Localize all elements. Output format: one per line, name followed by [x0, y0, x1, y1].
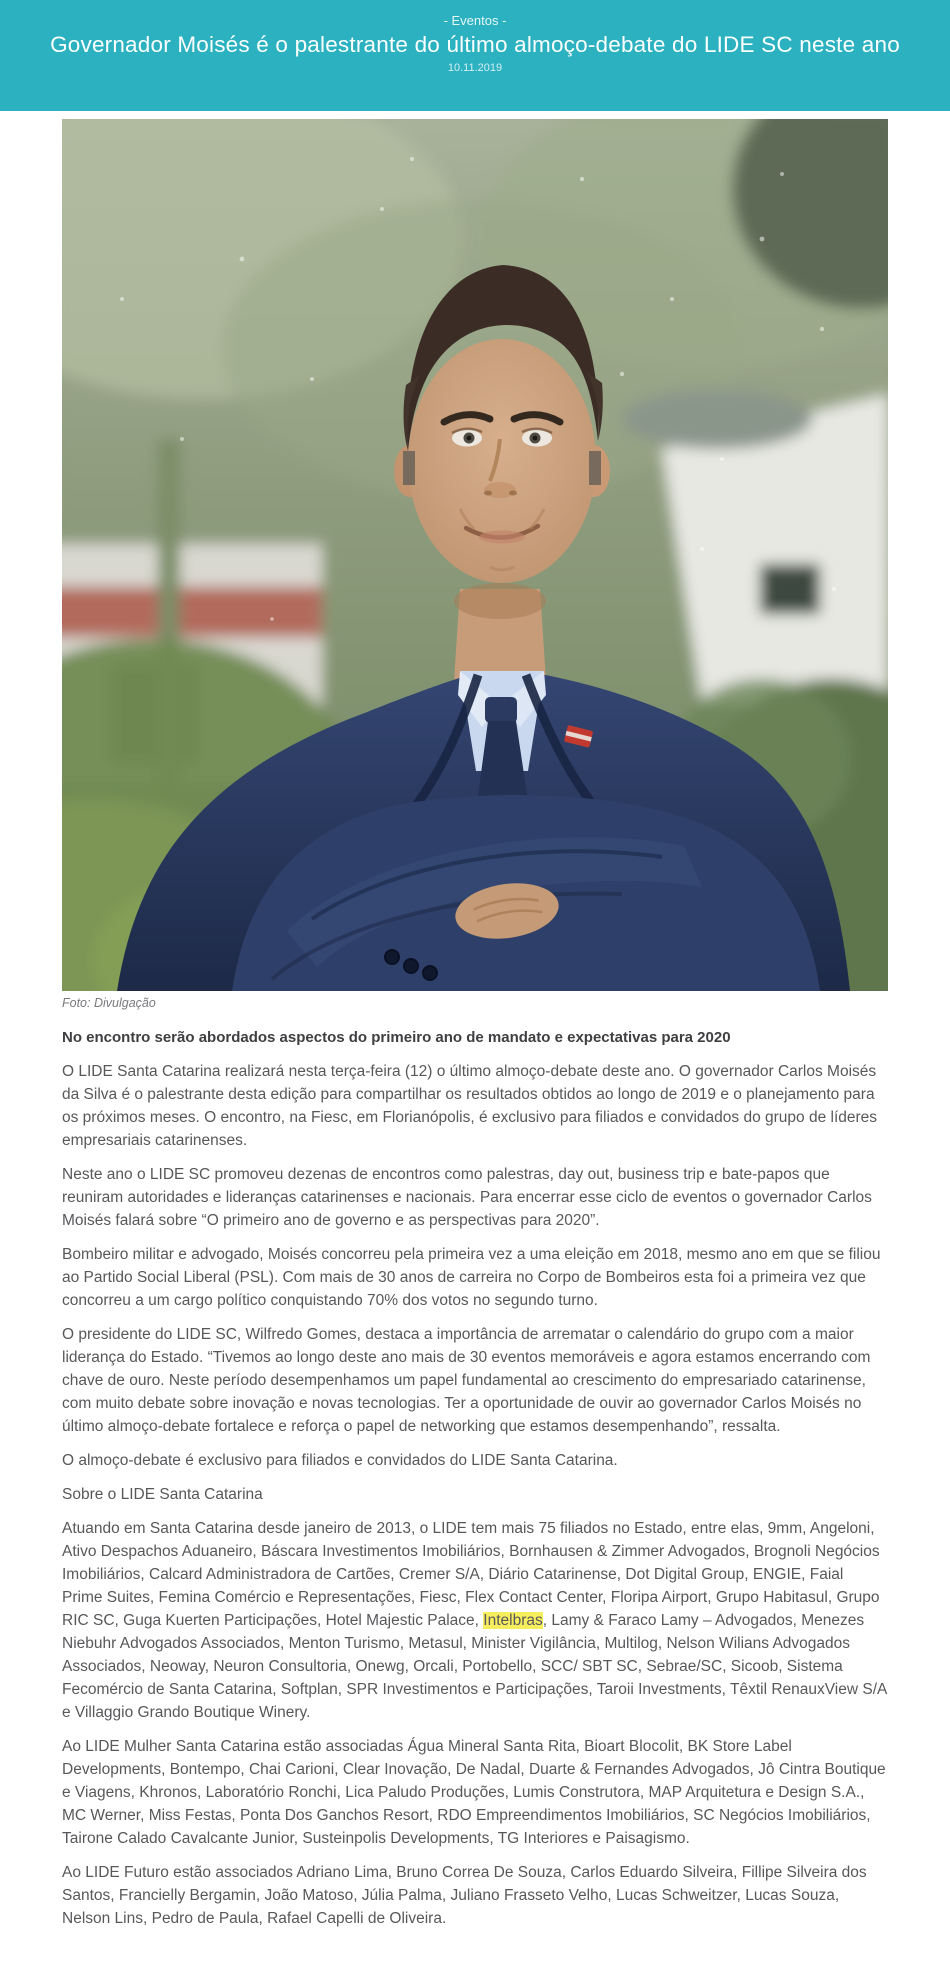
paragraph-text: Atuando em Santa Catarina desde janeiro de 2013, o LIDE tem mais 75 filiados no Estado, entre elas, 9mm, Angeloni, Ativo Despachos Aduaneiro, Báscara Investimentos Imobiliários, Bornhausen & Zimmer Advogados, Brognoli Negócios Imobiliários, Calcard Administradora de Cartões, Cremer S/A, Diário Catarinense, Dot Digital Group, ENGIE, Faial Prime Suites, Femina Comércio e Representações, Fiesc, Flex Contact Center, Floripa Airport, Grupo Habitasul, Grupo RIC SC, Guga Kuerten Participações, Hotel Majestic Palace,: [62, 1520, 880, 1629]
hero-banner: [0, 0, 950, 111]
paragraph-text: Ao LIDE Futuro estão associados Adriano Lima, Bruno Correa De Souza, Carlos Eduardo Silveira, Fillipe Silveira dos Santos, Francielly Bergamin, João Matoso, Júlia Palma, Juliano Frasseto Velho, Lucas Schweitzer, Lucas Souza, Nelson Lins, Pedro de Paula, Rafael Capelli de Oliveira.: [62, 1864, 867, 1927]
paragraph-text: O almoço-debate é exclusivo para filiados e convidados do LIDE Santa Catarina.: [62, 1452, 618, 1469]
paragraph-text: O presidente do LIDE SC, Wilfredo Gomes, destaca a importância de arrematar o calendário do grupo com a maior liderança do Estado. “Tivemos ao longo deste ano mais de 30 eventos memoráveis e agora estamos encerrando com chave de ouro. Neste período desempenhamos um papel fundamental ao crescimento do empresariado catarinense, com muito debate sobre inovação e novas tecnologias. Ter a oportunidade de ouvir ao governador Carlos Moisés no último almoço-debate fortalece e reforça o papel de networking que estamos desempenhando”, ressalta.: [62, 1326, 871, 1435]
article-paragraph: [62, 1243, 888, 1312]
article-paragraph: [62, 1517, 888, 1724]
hero-date: 10.11.2019: [447, 62, 503, 74]
paragraph-text: Neste ano o LIDE SC promoveu dezenas de encontros como palestras, day out, business trip e bate-papos que reuniram autoridades e lideranças catarinenses e nacionais. Para encerrar esse ciclo de eventos o governador Carlos Moisés falará sobre “O primeiro ano de governo e as perspectivas para 2020”.: [62, 1166, 872, 1229]
portrait-photo-illustration: [62, 119, 888, 991]
paragraph-text: Sobre o LIDE Santa Catarina: [62, 1486, 263, 1503]
article-paragraph: [62, 1735, 888, 1850]
paragraph-text: Ao LIDE Mulher Santa Catarina estão associadas Água Mineral Santa Rita, Bioart Blocolit, BK Store Label Developments, Bontempo, Chai Carioni, Clear Inovação, De Nadal, Duarte & Fernandes Advogados, Jô Cintra Boutique e Viagens, Khronos, Laboratório Ronchi, Lica Paludo Produções, Lumis Construtora, MAP Arquitetura e Design S.A., MC Werner, Miss Festas, Ponta Dos Ganchos Resort, RDO Empreendimentos Imobiliários, SC Negócios Imobiliários, Tairone Calado Cavalcante Junior, Susteinpolis Developments, TG Interiores e Paisagismo.: [62, 1738, 886, 1847]
article-photo: [62, 119, 888, 991]
article-lead: No encontro serão abordados aspectos do primeiro ano de mandato e expectativas para 2020: [62, 1029, 731, 1046]
article-paragraph: [62, 1449, 888, 1472]
article-paragraph: [62, 1483, 888, 1506]
hero-category-label: - Eventos -: [443, 13, 507, 28]
photo-caption: Foto: Divulgação: [62, 996, 156, 1010]
article-paragraph: [62, 1060, 888, 1152]
article: [62, 119, 888, 1961]
paragraph-text: O LIDE Santa Catarina realizará nesta terça-feira (12) o último almoço-debate deste ano. O governador Carlos Moisés da Silva é o palestrante desta edição para compartilhar os resultados obtidos ao longo de 2019 e o planejamento para os próximos meses. O encontro, na Fiesc, em Florianópolis, é exclusivo para filiados e convidados do grupo de líderes empresariais catarinenses.: [62, 1063, 878, 1149]
search-highlight: Intelbras: [483, 1612, 543, 1629]
paragraph-text: , Lamy & Faraco Lamy – Advogados, Menezes Niebuhr Advogados Associados, Menton Turismo, Metasul, Minister Vigilância, Multilog, Nelson Wilians Advogados Associados, Neoway, Neuron Consultoria, Onewg, Orcali, Portobello, SCC/ SBT SC, Sebrae/SC, Sicoob, Sistema Fecomércio de Santa Catarina, Softplan, SPR Investimentos e Participações, Taroii Investments, Têxtil RenauxView S/A e Villaggio Grando Boutique Winery.: [62, 1612, 887, 1721]
article-body: [62, 1060, 888, 1961]
article-paragraph: [62, 1323, 888, 1438]
paragraph-text: Bombeiro militar e advogado, Moisés concorreu pela primeira vez a uma eleição em 2018, mesmo ano em que se filiou ao Partido Social Liberal (PSL). Com mais de 30 anos de carreira no Corpo de Bombeiros esta foi a primeira vez que concorreu a um cargo político conquistando 70% dos votos no segundo turno.: [62, 1246, 881, 1309]
article-paragraph: [62, 1163, 888, 1232]
article-paragraph: [62, 1861, 888, 1930]
page-title: Governador Moisés é o palestrante do último almoço-debate do LIDE SC neste ano: [50, 32, 900, 57]
